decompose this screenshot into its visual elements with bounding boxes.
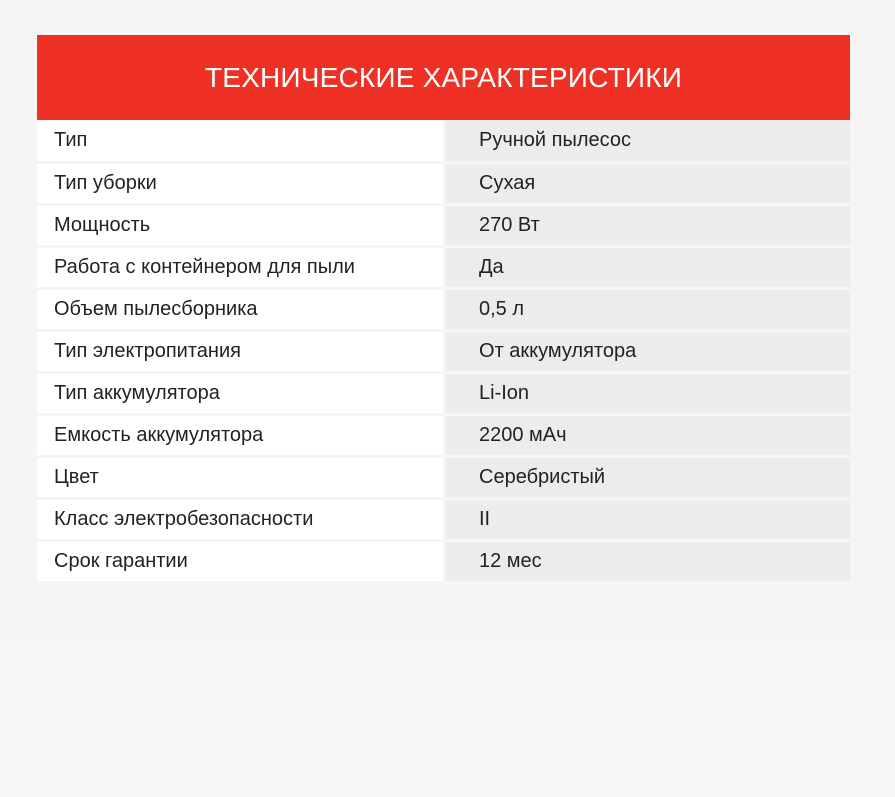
spec-value: 2200 мАч <box>446 416 850 455</box>
spec-value: Сухая <box>446 164 850 203</box>
spec-value: Li-Ion <box>446 374 850 413</box>
spec-name: Тип уборки <box>37 164 443 203</box>
spec-rows <box>37 120 850 581</box>
spec-name: Работа с контейнером для пыли <box>37 248 443 287</box>
spec-row-dust-capacity <box>37 290 850 329</box>
spec-name: Тип аккумулятора <box>37 374 443 413</box>
spec-name: Тип <box>37 120 443 161</box>
spec-name: Мощность <box>37 206 443 245</box>
spec-name: Тип электропитания <box>37 332 443 371</box>
spec-row-type <box>37 120 850 161</box>
spec-name: Класс электробезопасности <box>37 500 443 539</box>
spec-row-cleaning-type <box>37 164 850 203</box>
spec-value: От аккумулятора <box>446 332 850 371</box>
spec-table <box>37 35 850 581</box>
spec-value: 270 Вт <box>446 206 850 245</box>
spec-row-color <box>37 458 850 497</box>
spec-value: II <box>446 500 850 539</box>
spec-table-title: ТЕХНИЧЕСКИЕ ХАРАКТЕРИСТИКИ <box>37 35 850 120</box>
spec-name: Емкость аккумулятора <box>37 416 443 455</box>
spec-value: 0,5 л <box>446 290 850 329</box>
spec-row-warranty <box>37 542 850 581</box>
spec-row-safety-class <box>37 500 850 539</box>
spec-row-power-supply <box>37 332 850 371</box>
spec-value: 12 мес <box>446 542 850 581</box>
spec-name: Срок гарантии <box>37 542 443 581</box>
spec-value: Ручной пылесос <box>446 120 850 161</box>
spec-row-dust-container <box>37 248 850 287</box>
spec-row-battery-capacity <box>37 416 850 455</box>
spec-value: Серебристый <box>446 458 850 497</box>
spec-name: Объем пылесборника <box>37 290 443 329</box>
spec-row-power <box>37 206 850 245</box>
spec-name: Цвет <box>37 458 443 497</box>
spec-row-battery-type <box>37 374 850 413</box>
spec-value: Да <box>446 248 850 287</box>
